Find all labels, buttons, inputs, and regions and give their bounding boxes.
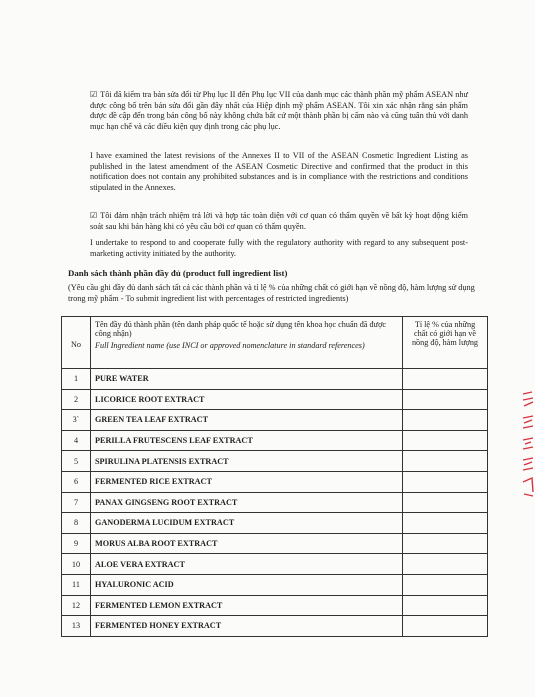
row-number: 2 <box>62 389 91 410</box>
row-number: 5 <box>62 451 91 472</box>
table-row <box>62 574 488 595</box>
checkbox-checked-icon: ☑ <box>90 211 98 220</box>
ingredient-percentage <box>403 389 488 410</box>
ingredient-percentage <box>403 574 488 595</box>
declaration-2-en: I undertake to respond to and cooperate fully with the regulatory authority with regard to any subsequent post-marketing activity initiated by the authority. <box>90 238 468 258</box>
row-number: 9 <box>62 533 91 554</box>
ingredient-name: FERMENTED LEMON EXTRACT <box>91 595 403 616</box>
ingredient-name: GREEN TEA LEAF EXTRACT <box>91 410 403 431</box>
ingredient-percentage <box>403 451 488 472</box>
table-row <box>62 616 488 637</box>
table-row <box>62 369 488 390</box>
checkbox-checked-icon: ☑ <box>90 90 98 99</box>
ingredient-rows <box>62 369 488 637</box>
header-name-vi: Tên đầy đủ thành phần (tên danh pháp quốc tế hoặc sử dụng tên khoa học chuẩn đã được công nhận) <box>95 320 387 338</box>
ingredient-percentage <box>403 554 488 575</box>
table-row <box>62 513 488 534</box>
ingredient-name: HYALURONIC ACID <box>91 574 403 595</box>
table-row <box>62 451 488 472</box>
ingredient-name: PANAX GINGSENG ROOT EXTRACT <box>91 492 403 513</box>
row-number: 4 <box>62 430 91 451</box>
ingredient-name: MORUS ALBA ROOT EXTRACT <box>91 533 403 554</box>
ingredient-name: SPIRULINA PLATENSIS EXTRACT <box>91 451 403 472</box>
ingredient-name: GANODERMA LUCIDUM EXTRACT <box>91 513 403 534</box>
row-number: 13 <box>62 616 91 637</box>
ingredient-name: LICORICE ROOT EXTRACT <box>91 389 403 410</box>
ingredient-percentage <box>403 616 488 637</box>
ingredient-percentage <box>403 533 488 554</box>
ingredient-name: PERILLA FRUTESCENS LEAF EXTRACT <box>91 430 403 451</box>
ingredient-name: FERMENTED RICE EXTRACT <box>91 471 403 492</box>
table-row <box>62 471 488 492</box>
ingredient-name: PURE WATER <box>91 369 403 390</box>
section-subtitle: (Yêu cầu ghi đầy đủ danh sách tất cả các thành phần và tỉ lệ % của những chất có giới hạn về nồng độ, hàm lượng sử dụng trong mỹ phẩm - To submit ingredient list with percentages of restricted ingredients) <box>68 283 475 303</box>
ingredient-percentage <box>403 471 488 492</box>
table-row <box>62 389 488 410</box>
ingredient-name: ALOE VERA EXTRACT <box>91 554 403 575</box>
table-header-row <box>62 317 488 369</box>
ingredient-table <box>61 316 488 637</box>
ingredient-percentage <box>403 410 488 431</box>
header-percentage: Tỉ lệ % của những chất có giới hạn về nồng độ, hàm lượng <box>403 317 488 369</box>
row-number: 6 <box>62 471 91 492</box>
ingredient-percentage <box>403 595 488 616</box>
table-row <box>62 533 488 554</box>
header-name-en: Full Ingredient name (use INCI or approved nomenclature in standard references) <box>95 341 365 350</box>
section-title: Danh sách thành phần đầy đủ (product full ingredient list) <box>68 268 288 278</box>
declaration-1-vi-text: Tôi đã kiểm tra bản sửa đổi từ Phụ lục II đến Phụ lục VII của danh mục các thành phần mỹ phẩm ASEAN như được công bố trên bản sửa đổi gần đây nhất của Hiệp định mỹ phẩm ASEAN. Tôi xin xác nhận rằng sản phẩm được đề cập đến trong bản công bố này không chứa bất cứ một thành phần bị cấm nào và cũng tuân thủ với danh mục hạn chế và các điều kiện quy định trong các phụ lục. <box>90 90 468 131</box>
red-stamp-fragment <box>520 390 535 500</box>
ingredient-percentage <box>403 513 488 534</box>
ingredient-name: FERMENTED HONEY EXTRACT <box>91 616 403 637</box>
declaration-2-vi <box>90 211 468 232</box>
declaration-1-vi <box>90 90 468 132</box>
declaration-1-en: I have examined the latest revisions of the Annexes II to VII of the ASEAN Cosmetic Ingredient Listing as published in the latest amendment of the ASEAN Cosmetic Directive and confirmed that the product in this notification does not contain any prohibited substances and is in compliance with the restrictions and conditions stipulated in the Annexes. <box>90 151 468 192</box>
row-number: 11 <box>62 574 91 595</box>
row-number: 10 <box>62 554 91 575</box>
ingredient-percentage <box>403 369 488 390</box>
ingredient-percentage <box>403 492 488 513</box>
ingredient-percentage <box>403 430 488 451</box>
header-no: No <box>62 317 91 369</box>
declaration-2-vi-text: Tôi đảm nhận trách nhiệm trả lời và hợp tác toàn diện với cơ quan có thẩm quyền về bất kỳ hoạt động kiểm soát sau khi bán hàng khi có yêu cầu bởi cơ quan có thẩm quyền. <box>90 211 468 231</box>
table-row <box>62 430 488 451</box>
row-number: 8 <box>62 513 91 534</box>
row-number: 7 <box>62 492 91 513</box>
table-row <box>62 554 488 575</box>
table-row <box>62 595 488 616</box>
table-row <box>62 492 488 513</box>
row-number: 12 <box>62 595 91 616</box>
row-number: 3` <box>62 410 91 431</box>
header-name <box>91 317 403 369</box>
table-row <box>62 410 488 431</box>
row-number: 1 <box>62 369 91 390</box>
